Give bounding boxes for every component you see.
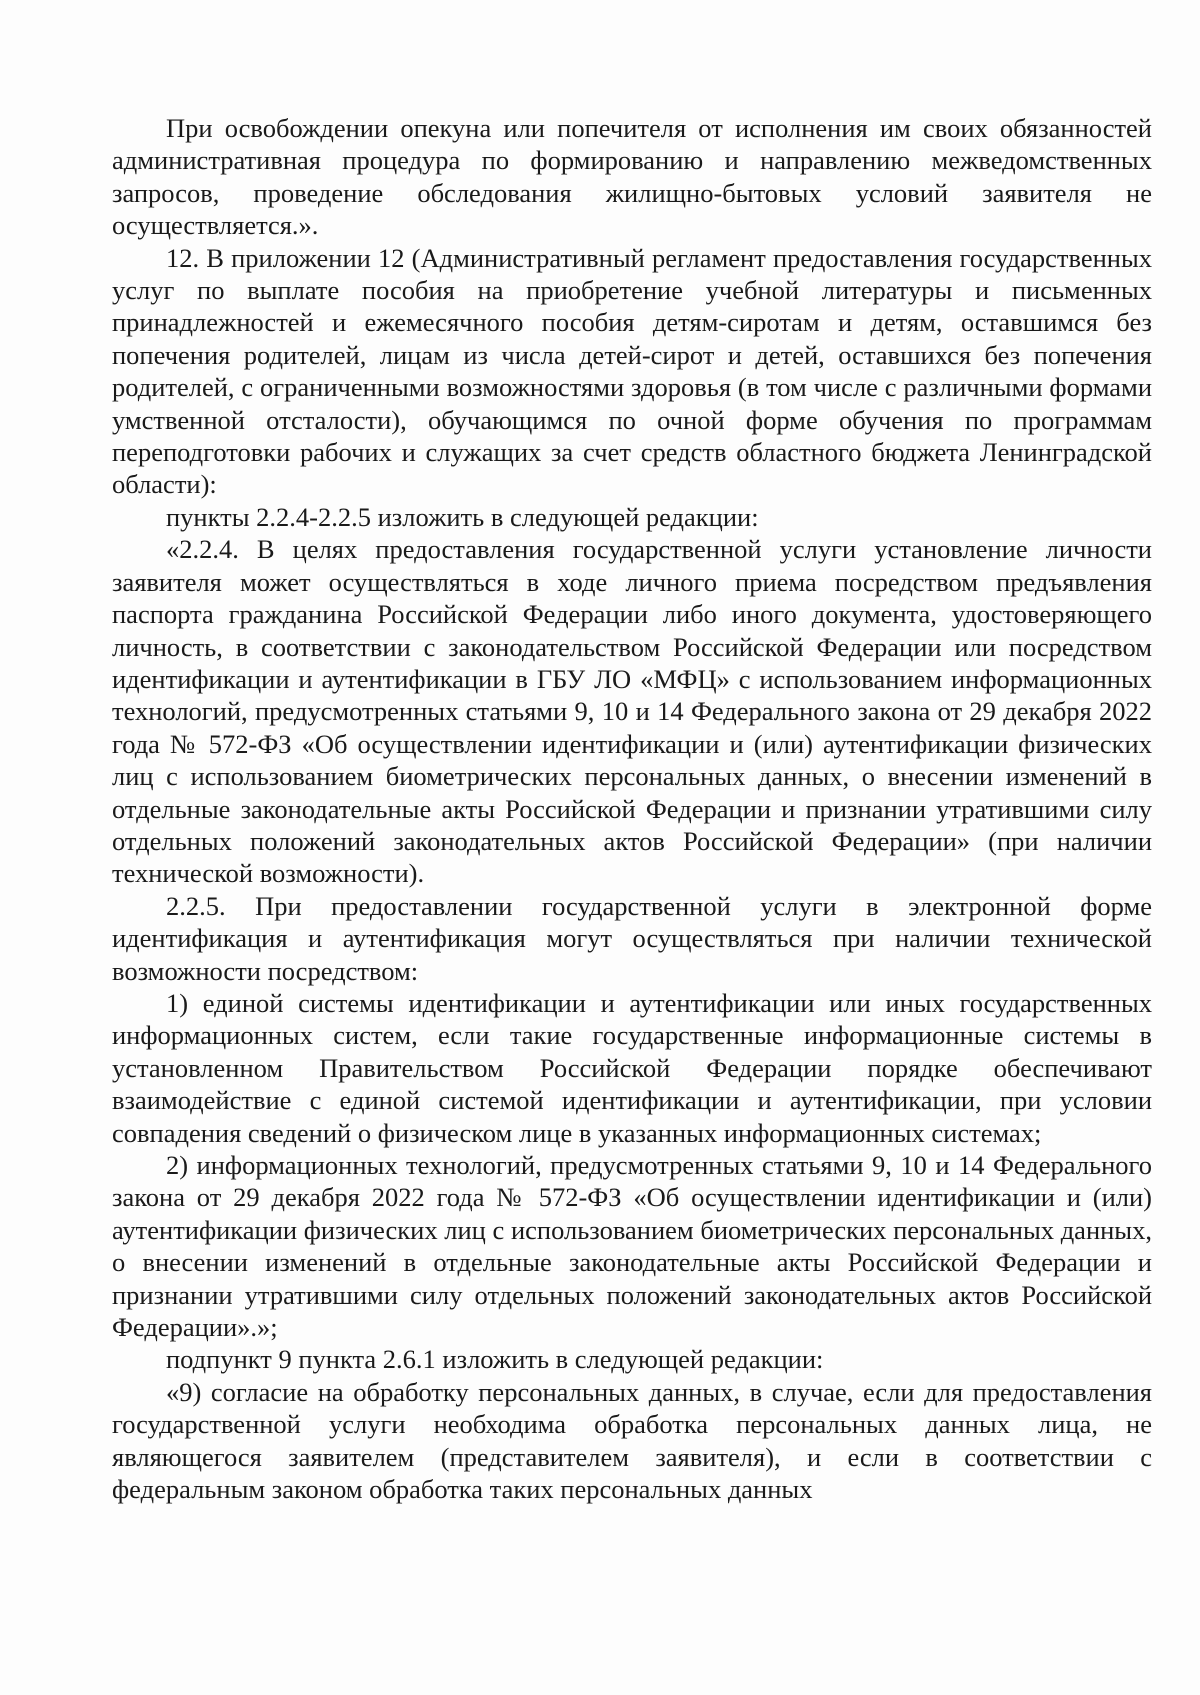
paragraph-guardian-release: При освобождении опекуна или попечителя от исполнения им своих обязанностей административная процедура по формированию и направлению межведомственных запросов, проведение обследования жилищно-бытовых условий заявителя не осуществляется.». — [112, 113, 1152, 241]
paragraph-subitem-9: подпункт 9 пункта 2.6.1 изложить в следующей редакции: — [166, 1344, 824, 1375]
paragraph-2-2-4: «2.2.4. В целях предоставления государственной услуги установление личности заявителя может осуществляться в ходе личного приема посредством предъявления паспорта гражданина Российской Федерации либо иного документа, удостоверяющего личность, в соответствии с законодательством Российской Федерации или посредством идентификации и аутентификации в ГБУ ЛО «МФЦ» с использованием информационных технологий, предусмотренных статьями 9, 10 и 14 Федерального закона от 29 декабря 2022 года № 572-ФЗ «Об осуществлении идентификации и (или) аутентификации физических лиц с использованием биометрических персональных данных, о внесении изменений в отдельные законодательные акты Российской Федерации и признании утратившими силу отдельных положений законодательных актов Российской Федерации» (при наличии технической возможности). — [112, 534, 1152, 889]
list-item-2: 2) информационных технологий, предусмотренных статьями 9, 10 и 14 Федерального закона от 29 декабря 2022 года № 572-ФЗ «Об осуществлении идентификации и (или) аутентификации физических лиц с использованием биометрических персональных данных, о внесении изменений в отдельные законодательные акты Российской Федерации и признании утратившими силу отдельных положений законодательных актов Российской Федерации».»; — [112, 1150, 1152, 1343]
document-body — [112, 112, 1152, 1505]
paragraph-items-2-2-4-2-2-5: пункты 2.2.4-2.2.5 изложить в следующей редакции: — [166, 501, 759, 532]
paragraph-appendix-12: 12. В приложении 12 (Административный регламент предоставления государственных услуг по выплате пособия на приобретение учебной литературы и письменных принадлежностей и ежемесячного пособия детям-сиротам и детям, оставшимся без попечения родителей, лицам из числа детей-сирот и детей, оставшихся без попечения родителей, с ограниченными возможностями здоровья (в том числе с различными формами умственной отсталости), обучающимся по очной форме обучения по программам переподготовки рабочих и служащих за счет средств областного бюджета Ленинградской области): — [112, 242, 1152, 500]
paragraph-2-2-5: 2.2.5. При предоставлении государственной услуги в электронной форме идентификация и аутентификация могут осуществляться при наличии технической возможности посредством: — [112, 890, 1152, 986]
list-item-1: 1) единой системы идентификации и аутентификации или иных государственных информационных систем, если такие государственные информационные системы в установленном Правительством Российской Федерации порядке обеспечивают взаимодействие с единой системой идентификации и аутентификации, при условии совпадения сведений о физическом лице в указанных информационных системах; — [112, 987, 1152, 1148]
paragraph-consent: «9) согласие на обработку персональных данных, в случае, если для предоставления государственной услуги необходима обработка персональных данных лица, не являющегося заявителем (представителем заявителя), и если в соответствии с федеральным законом обработка таких персональных данных — [112, 1376, 1152, 1505]
